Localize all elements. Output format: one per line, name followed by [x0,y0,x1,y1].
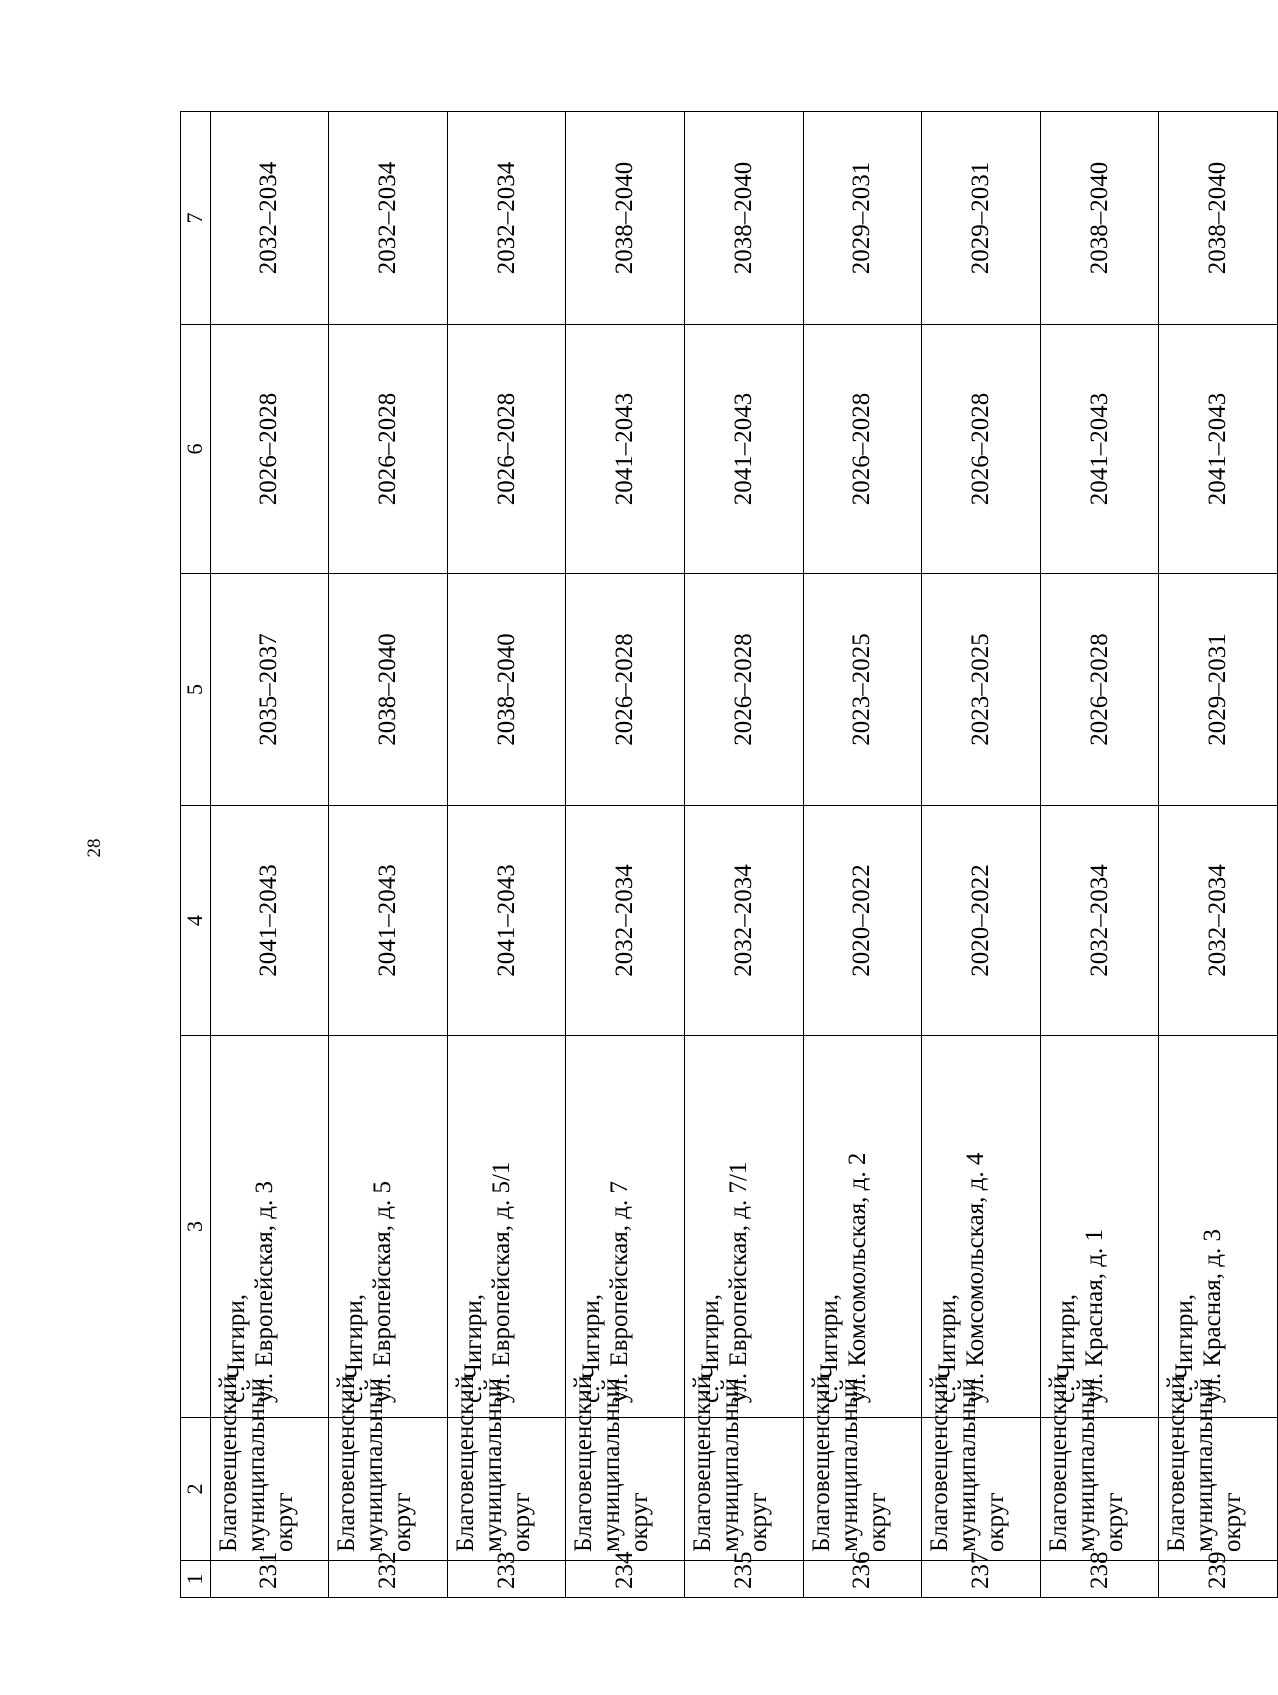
period-col-6: 2026–2028 [922,325,1041,574]
document-sheet [180,112,1278,1598]
period-col-6: 2041–2043 [566,325,685,574]
district-line: Благовещенский [1163,1375,1191,1552]
district-line: округ [1219,1492,1247,1552]
row-number: 232 [329,1561,448,1598]
address-line: с. Чигири, [815,1294,843,1403]
table-row [447,112,566,1598]
district-line: муниципальный [361,1378,389,1552]
table-row [685,112,804,1598]
address-line: с. Чигири, [1052,1294,1080,1403]
address-cell [922,1036,1041,1418]
district-cell [685,1375,804,1561]
period-col-6: 2026–2028 [447,325,566,574]
district-line: муниципальный [479,1378,507,1552]
address-line: с. Чигири, [1171,1294,1199,1403]
period-col-7: 2029–2031 [922,112,1041,325]
period-col-6: 2026–2028 [329,325,448,574]
table-row [1159,112,1278,1598]
column-number-4: 4 [181,806,211,1036]
table-row [1040,112,1159,1598]
address-cell [1159,1036,1278,1418]
address-line: ул. Европейская, д. 5/1 [487,1161,515,1403]
district-cell [566,1375,685,1561]
row-number: 234 [566,1561,685,1598]
address-line: ул. Красная, д. 1 [1080,1229,1108,1403]
address-cell [566,1036,685,1418]
address-line: ул. Комсомольская, д. 2 [843,1152,871,1403]
period-col-5: 2038–2040 [447,574,566,806]
address-line: ул. Европейская, д. 3 [250,1181,278,1403]
district-line: Благовещенский [570,1375,598,1552]
column-number-1: 1 [181,1561,211,1598]
table-row [566,112,685,1598]
row-number: 239 [1159,1561,1278,1598]
address-line: ул. Европейская, д. 7/1 [725,1161,752,1403]
table-row [210,112,329,1598]
district-line: округ [270,1492,298,1552]
period-col-4: 2032–2034 [566,806,685,1036]
period-col-6: 2041–2043 [1040,325,1159,574]
address-cell [210,1036,329,1418]
address-cell [685,1036,804,1418]
period-col-7: 2032–2034 [329,112,448,325]
column-number-6: 6 [181,325,211,574]
period-col-5: 2026–2028 [566,574,685,806]
period-col-4: 2041–2043 [210,806,329,1036]
period-col-6: 2041–2043 [685,325,804,574]
address-cell [447,1036,566,1418]
district-line: округ [389,1492,417,1552]
period-col-6: 2041–2043 [1159,325,1278,574]
address-line: с. Чигири, [578,1294,606,1403]
district-line: Благовещенский [807,1375,835,1552]
table-row [803,112,922,1598]
period-col-5: 2026–2028 [685,574,804,806]
period-col-4: 2032–2034 [1159,806,1278,1036]
period-col-6: 2026–2028 [210,325,329,574]
row-number: 231 [210,1561,329,1598]
period-col-7: 2038–2040 [566,112,685,325]
district-line: муниципальный [242,1378,270,1552]
period-col-4: 2020–2022 [803,806,922,1036]
column-number-5: 5 [181,574,211,806]
table-row [329,112,448,1598]
period-col-7: 2038–2040 [685,112,804,325]
period-col-7: 2032–2034 [447,112,566,325]
period-col-5: 2026–2028 [1040,574,1159,806]
period-col-4: 2020–2022 [922,806,1041,1036]
period-col-4: 2032–2034 [1040,806,1159,1036]
address-line: с. Чигири, [934,1294,962,1403]
rotated-table-container [180,112,1278,1598]
column-number-3: 3 [181,1036,211,1418]
district-line: округ [745,1492,772,1552]
address-line: с. Чигири, [459,1294,487,1403]
district-cell [210,1375,329,1561]
address-cell [803,1036,922,1418]
period-col-5: 2029–2031 [1159,574,1278,806]
district-line: округ [982,1492,1010,1552]
district-line: Благовещенский [926,1375,954,1552]
address-line: ул. Европейская, д. 5 [369,1181,397,1403]
address-line: ул. Красная, д. 3 [1199,1229,1227,1403]
period-col-7: 2038–2040 [1159,112,1278,325]
period-col-5: 2023–2025 [803,574,922,806]
district-line: Благовещенский [333,1375,361,1552]
row-number: 236 [803,1561,922,1598]
district-cell [1159,1375,1278,1561]
row-number: 233 [447,1561,566,1598]
district-line: Благовещенский [451,1375,479,1552]
period-col-4: 2032–2034 [685,806,804,1036]
row-number: 237 [922,1561,1041,1598]
address-line: ул. Европейская, д. 7 [606,1181,634,1403]
district-cell [447,1375,566,1561]
district-cell [1040,1375,1159,1561]
period-col-5: 2023–2025 [922,574,1041,806]
column-number-7: 7 [181,112,211,325]
period-col-5: 2038–2040 [329,574,448,806]
period-col-6: 2026–2028 [803,325,922,574]
address-line: с. Чигири, [697,1294,724,1403]
district-line: округ [626,1492,654,1552]
column-number-2: 2 [181,1418,211,1561]
district-line: муниципальный [1191,1378,1219,1552]
page-number: 28 [84,838,105,858]
district-line: муниципальный [1072,1378,1100,1552]
district-line: муниципальный [835,1378,863,1552]
period-col-7: 2038–2040 [1040,112,1159,325]
district-line: округ [863,1492,891,1552]
period-col-5: 2035–2037 [210,574,329,806]
column-number-row [181,112,211,1598]
address-cell [1040,1036,1159,1418]
district-line: Благовещенский [1044,1375,1072,1552]
district-line: муниципальный [954,1378,982,1552]
address-line: с. Чигири, [341,1294,369,1403]
district-line: Благовещенский [214,1375,242,1552]
address-cell [329,1036,448,1418]
district-line: Благовещенский [689,1375,716,1552]
row-number: 238 [1040,1561,1159,1598]
district-line: округ [507,1492,535,1552]
period-col-4: 2041–2043 [447,806,566,1036]
address-line: с. Чигири, [222,1294,250,1403]
district-line: муниципальный [717,1378,744,1552]
row-number: 235 [685,1561,804,1598]
period-col-7: 2032–2034 [210,112,329,325]
district-line: муниципальный [598,1378,626,1552]
district-line: округ [1100,1492,1128,1552]
district-cell [329,1375,448,1561]
table-row [922,112,1041,1598]
address-line: ул. Комсомольская, д. 4 [962,1152,990,1403]
period-col-7: 2029–2031 [803,112,922,325]
district-cell [922,1375,1041,1561]
district-cell [803,1375,922,1561]
period-col-4: 2041–2043 [329,806,448,1036]
schedule-table [180,111,1278,1598]
